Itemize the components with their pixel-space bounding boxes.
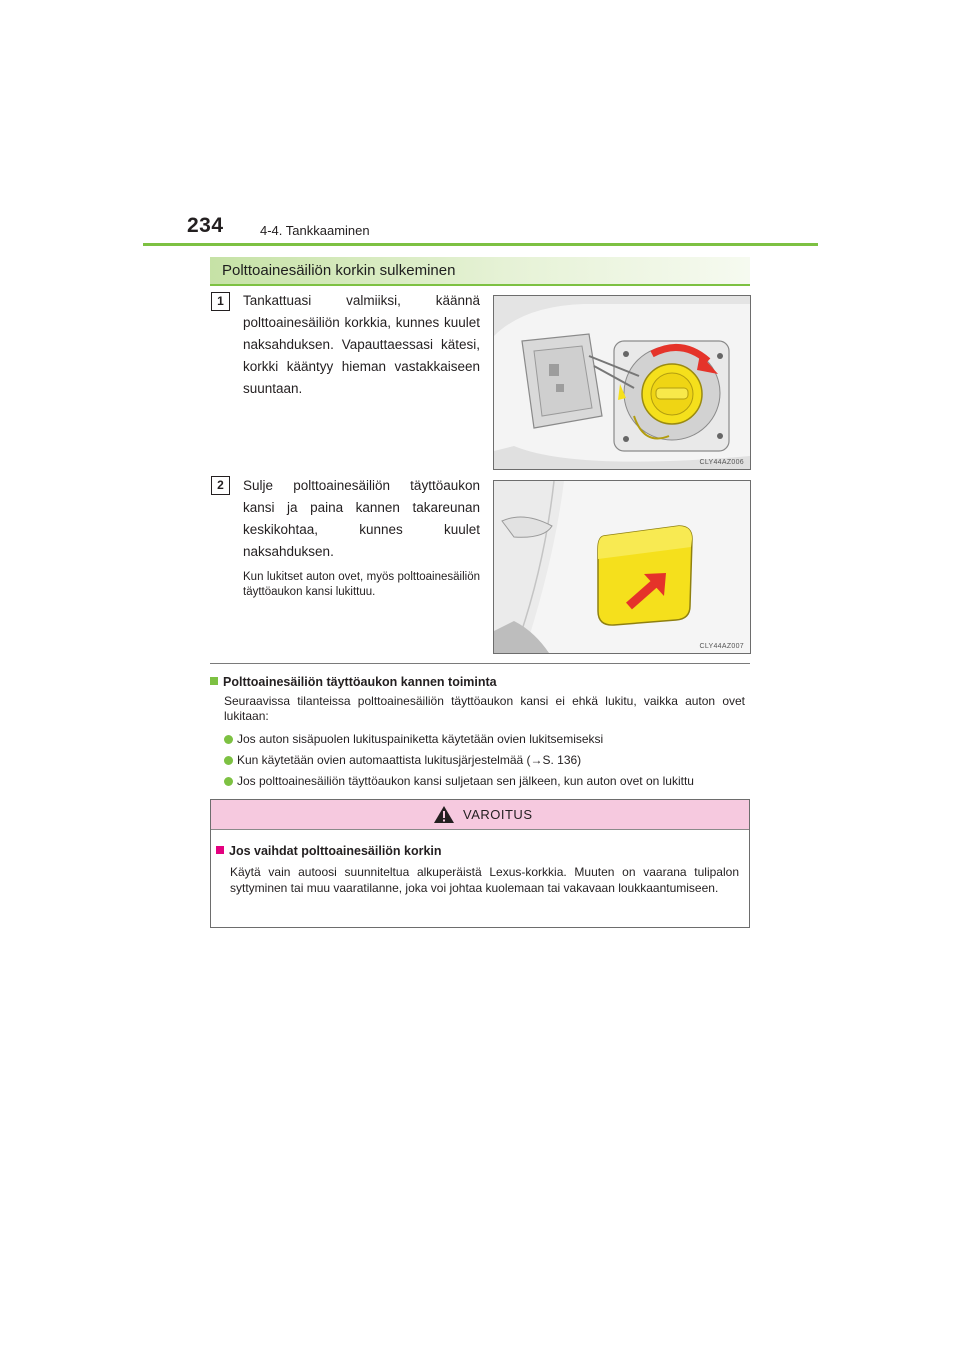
warning-title: Jos vaihdat polttoainesäiliön korkin <box>216 844 442 858</box>
step-1-badge: 1 <box>211 292 230 311</box>
fuel-lid-illustration <box>494 481 750 653</box>
section-divider <box>210 663 750 664</box>
list-item: Jos polttoainesäiliön täyttöaukon kansi suljetaan sen jälkeen, kun auton ovet on lukittu <box>224 774 750 789</box>
topic-title: Polttoainesäiliön täyttöaukon kannen toiminta <box>210 675 497 689</box>
warning-label: VAROITUS <box>463 807 533 822</box>
square-bullet-icon <box>216 846 224 854</box>
warning-box <box>210 799 750 928</box>
bullet-dot-icon <box>224 735 233 744</box>
step-2-note: Kun lukitset auton ovet, myös polttoainesäiliön täyttöaukon kansi lukittuu. <box>243 571 480 598</box>
step-2-text: Sulje polttoainesäiliön täyttöaukon kansi ja paina kannen takareunan keskikohtaa, kunnes kuulet naksahduksen. <box>243 478 480 559</box>
bullet-dot-icon <box>224 777 233 786</box>
page-number: 234 <box>187 214 224 237</box>
fuel-cap-illustration <box>494 296 750 469</box>
bullet-dot-icon <box>224 756 233 765</box>
section-title: Polttoainesäiliön korkin sulkeminen <box>222 262 456 279</box>
warning-triangle-icon <box>433 805 455 824</box>
list-item: Kun käytetään ovien automaattista lukitusjärjestelmää (→S. 136) <box>224 753 750 768</box>
warning-header <box>211 800 749 830</box>
step-2-badge: 2 <box>211 476 230 495</box>
fuel-lid-figure <box>493 480 751 654</box>
list-item: Jos auton sisäpuolen lukituspainiketta käytetään ovien lukitsemiseksi <box>224 732 750 747</box>
topic-intro: Seuraavissa tilanteissa polttoainesäiliön täyttöaukon kansi ei ehkä lukitu, vaikka auton ovet lukitaan: <box>224 694 745 723</box>
figure-code: CLY44AZ007 <box>699 643 744 650</box>
figure-code: CLY44AZ006 <box>699 459 744 466</box>
square-bullet-icon <box>210 677 218 685</box>
header-rule <box>143 243 818 246</box>
chapter-title: 4-4. Tankkaaminen <box>260 223 370 238</box>
step-1-text: Tankattuasi valmiiksi, käännä polttoainesäiliön korkkia, kunnes kuulet naksahduksen. Vapauttaessasi kätesi, korkki kääntyy hieman vastakkaiseen suuntaan. <box>243 293 480 396</box>
warning-body: Käytä vain autoosi suunniteltua alkuperäistä Lexus-korkkia. Muuten on vaarana tulipalon syttyminen tai muu vaaratilanne, joka voi johtaa kuolemaan tai vakavaan loukkaantumiseen. <box>230 865 739 895</box>
fuel-cap-figure <box>493 295 751 470</box>
section-heading <box>210 257 750 286</box>
